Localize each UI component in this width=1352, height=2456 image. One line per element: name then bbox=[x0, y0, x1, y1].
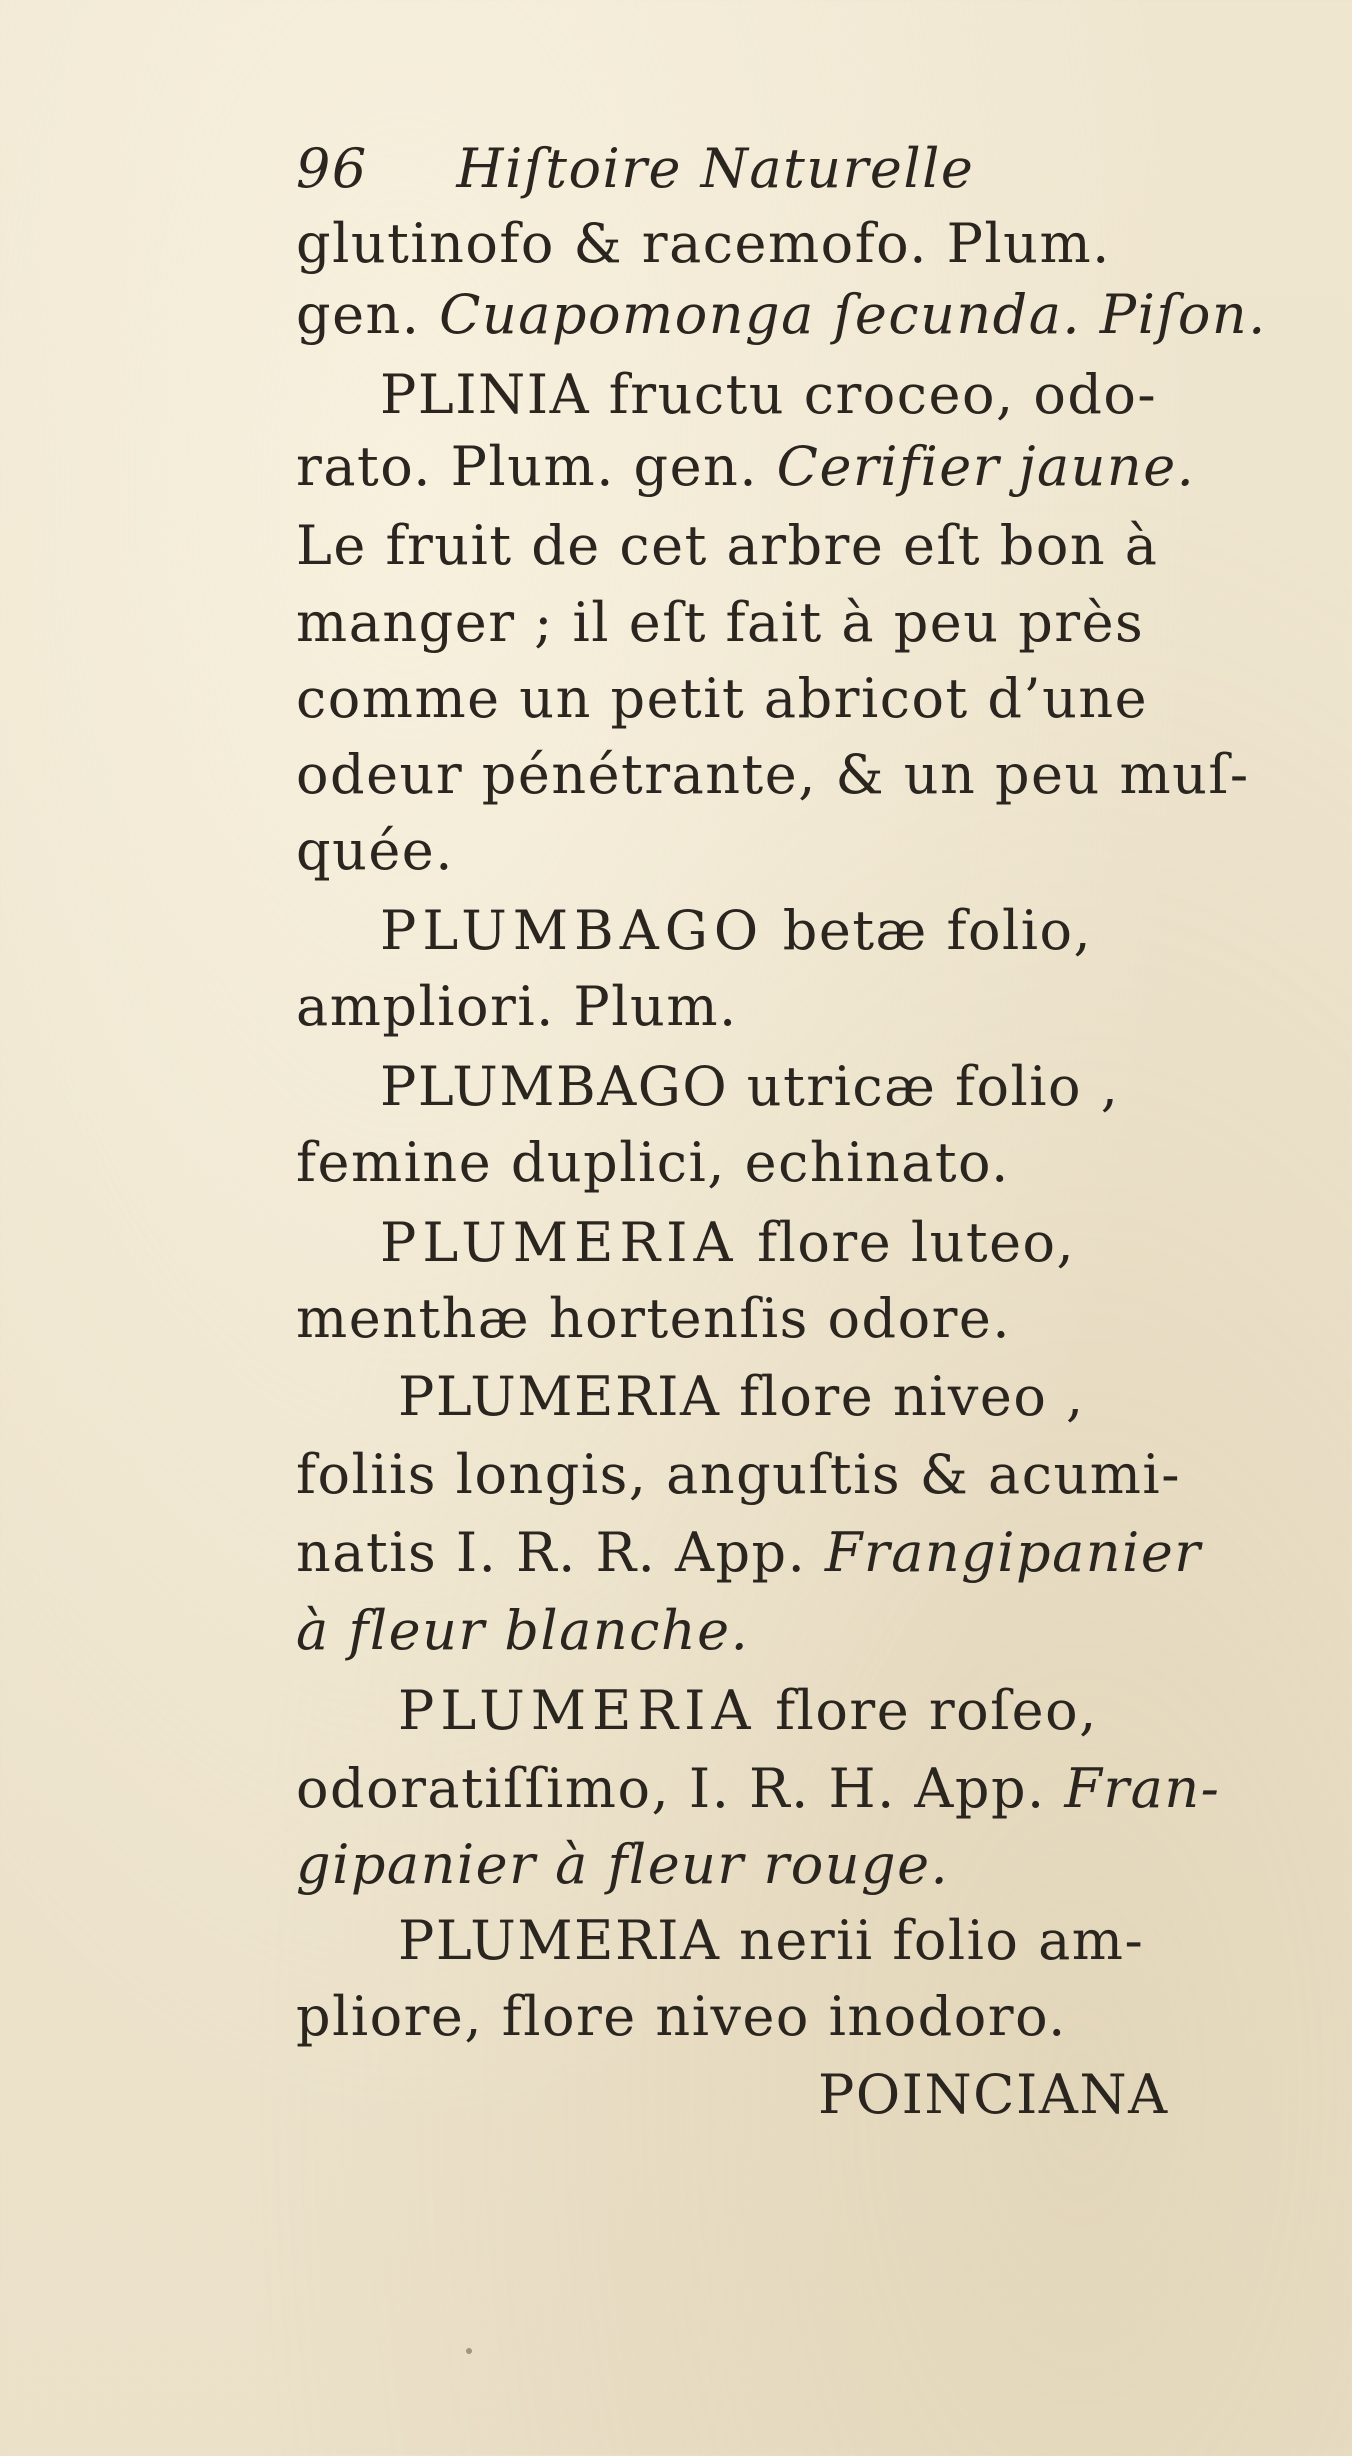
line-spaced-caps: PLUMBAGO bbox=[380, 899, 765, 962]
line-text: pliore, flore niveo inodoro. bbox=[296, 1985, 1067, 2048]
page-number: 96 bbox=[296, 137, 368, 200]
line-spaced-caps: PLUMERIA bbox=[380, 1211, 739, 1274]
text-line-9 bbox=[296, 820, 1296, 882]
text-line-20 bbox=[398, 1680, 1352, 1742]
line-text: flore roſeo, bbox=[756, 1679, 1098, 1742]
running-title: Hiſtoire Naturelle bbox=[456, 137, 975, 200]
paper-speck bbox=[466, 2348, 472, 2354]
line-text: PLUMERIA flore niveo , bbox=[398, 1365, 1085, 1428]
line-text: POINCIANA bbox=[818, 2063, 1169, 2126]
line-text: glutinofo & racemofo. Plum. bbox=[296, 212, 1111, 275]
text-line-1 bbox=[296, 213, 1296, 275]
text-line-17 bbox=[296, 1444, 1296, 1506]
text-line-12 bbox=[380, 1056, 1352, 1118]
text-line-6 bbox=[296, 592, 1296, 654]
line-text: betæ folio, bbox=[764, 899, 1093, 962]
line-italic-text: à fleur blanche. bbox=[296, 1599, 750, 1662]
text-line-24 bbox=[296, 1986, 1296, 2048]
line-text: PLUMERIA nerii folio am- bbox=[398, 1909, 1145, 1972]
text-line-7 bbox=[296, 668, 1296, 730]
text-line-23 bbox=[398, 1910, 1352, 1972]
text-line-22 bbox=[296, 1834, 1296, 1896]
line-italic-text: gipanier à fleur rouge. bbox=[296, 1833, 950, 1896]
text-line-19 bbox=[296, 1600, 1296, 1662]
line-text: ampliori. Plum. bbox=[296, 975, 738, 1038]
line-italic-text: Cerifier jaune. bbox=[776, 435, 1196, 498]
line-text: Le fruit de cet arbre eſt bon à bbox=[296, 514, 1159, 577]
line-text: quée. bbox=[296, 819, 454, 882]
text-line-3 bbox=[380, 364, 1352, 426]
text-line-15 bbox=[296, 1288, 1296, 1350]
page-header bbox=[296, 138, 1296, 200]
line-italic-text: Fran- bbox=[1064, 1757, 1221, 1820]
line-text: femine duplici, echinato. bbox=[296, 1131, 1010, 1194]
text-line-5 bbox=[296, 515, 1296, 577]
line-text: PLUMBAGO utricæ folio , bbox=[380, 1055, 1120, 1118]
text-line-13 bbox=[296, 1132, 1296, 1194]
line-text: odoratiſſimo, I. R. H. App. bbox=[296, 1757, 1065, 1820]
text-line-14 bbox=[380, 1212, 1352, 1274]
line-text: manger ; il eſt fait à peu près bbox=[296, 591, 1145, 654]
line-text: comme un petit abricot d’une bbox=[296, 667, 1149, 730]
text-line-18 bbox=[296, 1522, 1296, 1584]
text-line-11 bbox=[296, 976, 1296, 1038]
line-italic-text: Cuapomonga ſecunda. Piſon. bbox=[439, 283, 1267, 346]
text-line-21 bbox=[296, 1758, 1296, 1820]
text-line-10 bbox=[380, 900, 1352, 962]
line-text: flore luteo, bbox=[738, 1211, 1076, 1274]
catchword bbox=[818, 2064, 1352, 2126]
text-line-16 bbox=[398, 1366, 1352, 1428]
line-text: gen. bbox=[296, 283, 440, 346]
line-italic-text: Frangipanier bbox=[824, 1521, 1202, 1584]
text-line-4 bbox=[296, 436, 1296, 498]
line-text: PLINIA fructu croceo, odo- bbox=[380, 363, 1158, 426]
text-line-2 bbox=[296, 284, 1296, 346]
line-text: foliis longis, anguſtis & acumi- bbox=[296, 1443, 1181, 1506]
text-line-8 bbox=[296, 744, 1296, 806]
line-spaced-caps: PLUMERIA bbox=[398, 1679, 757, 1742]
line-text: natis I. R. R. App. bbox=[296, 1521, 825, 1584]
line-text: odeur pénétrante, & un peu muſ- bbox=[296, 743, 1250, 806]
line-text: rato. Plum. gen. bbox=[296, 435, 777, 498]
line-text: menthæ hortenſis odore. bbox=[296, 1287, 1012, 1350]
